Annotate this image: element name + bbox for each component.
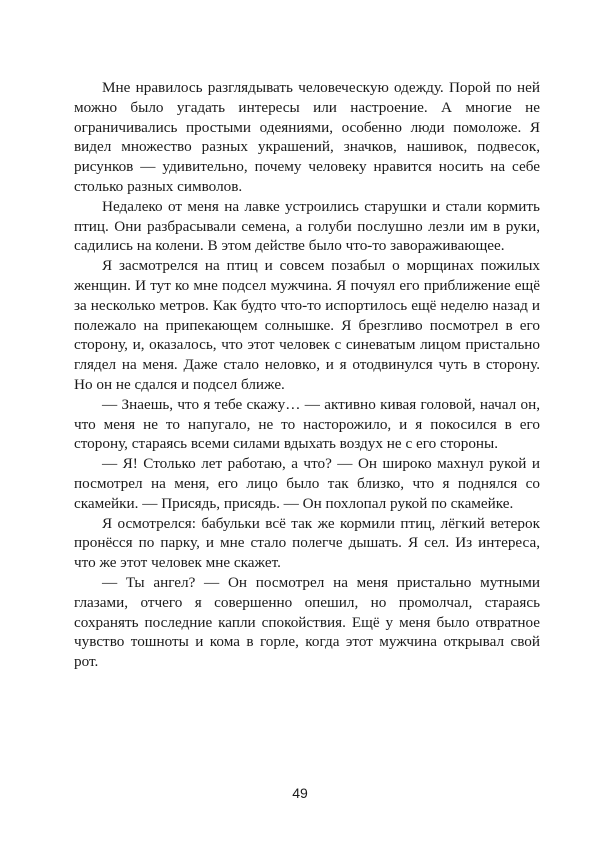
page-number: 49 — [292, 785, 308, 801]
paragraph-4: — Знаешь, что я тебе скажу… — активно кивая головой, начал он, что меня не то напугало, не то насторожило, и я покосился в его сторону, стараясь всеми силами вдыхать воздух не с его стороны. — [74, 395, 540, 453]
paragraph-3: Я засмотрелся на птиц и совсем позабыл о морщинах пожилых женщин. И тут ко мне подсел мужчина. Я почуял его приближение ещё за несколько метров. Как будто что-то испортилось ещё неделю назад и полежало на припекающем солнышке. Я брезгливо посмотрел в его сторону, и, оказалось, что этот человек с синеватым лицом пристально глядел на меня. Даже стало неловко, и я отодвинулся чуть в сторону. Но он не сдался и подсел ближе. — [74, 257, 540, 393]
paragraph-7: — Ты ангел? — Он посмотрел на меня пристально мутными глазами, отчего я совершенно опешил, но промолчал, стараясь сохранять последние капли спокойствия. Ещё у меня было отвратное чувство тошноты и кома в горле, когда этот мужчина открывал свой рот. — [74, 573, 540, 671]
paragraph-5: — Я! Столько лет работаю, а что? — Он широко махнул рукой и посмотрел на меня, его лицо было так близко, что я поднялся со скамейки. — Присядь, присядь. — Он похлопал рукой по скамейке. — [74, 455, 540, 512]
paragraph-1: Мне нравилось разглядывать человеческую одежду. Порой по ней можно было угадать интересы или настроение. А многие не ограничивались простыми одеяниями, особенно люди помоложе. Я видел множество разных украшений, значков, нашивок, подвесок, рисунков — удивительно, почему человеку нравится носить на себе столько разных символов. — [74, 79, 540, 195]
page-body-text — [74, 78, 540, 672]
paragraph-6: Я осмотрелся: бабульки всё так же кормили птиц, лёгкий ветерок пронёсся по парку, и мне стало полегче дышать. Я сел. Из интереса, что же этот человек мне скажет. — [74, 514, 540, 572]
paragraph-2: Недалеко от меня на лавке устроились старушки и стали кормить птиц. Они разбрасывали семена, а голуби послушно лезли им в руки, садились на колени. В этом действе было что-то завораживающее. — [74, 197, 540, 255]
